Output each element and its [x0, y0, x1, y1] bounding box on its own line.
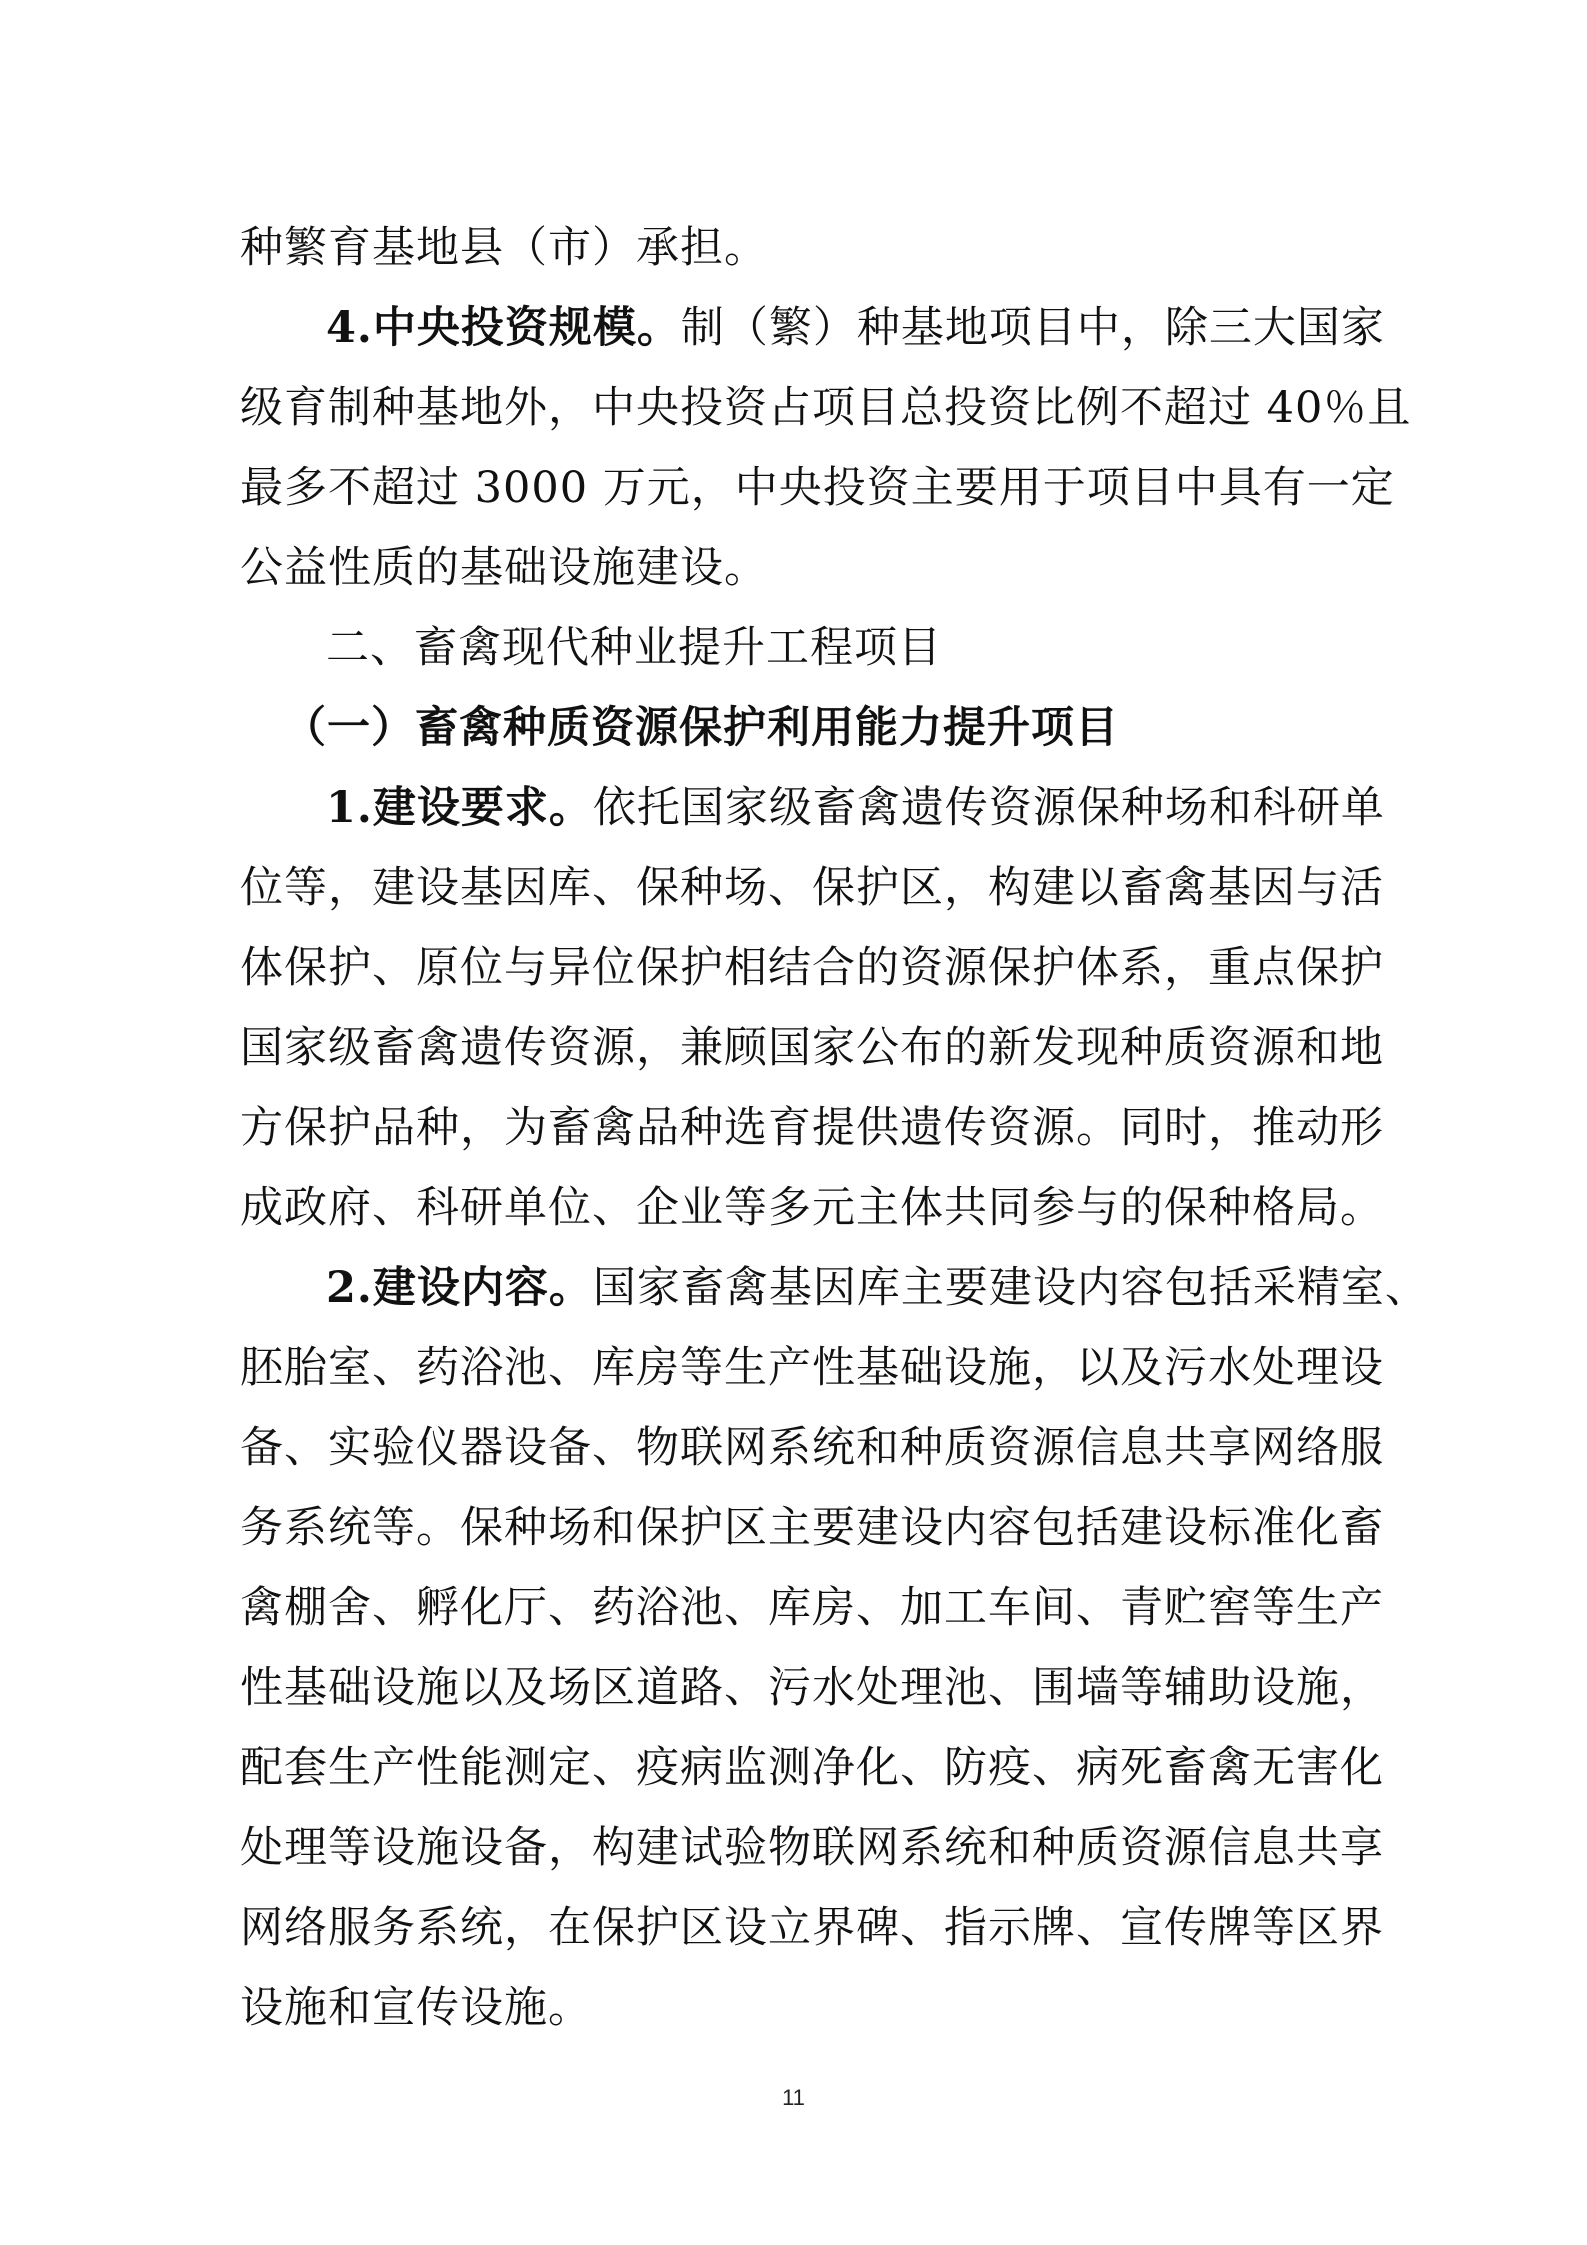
- paragraph-requirements-line-4: 国家级畜禽遗传资源，兼顾国家公布的新发现种质资源和地: [240, 1023, 1384, 1073]
- paragraph-lead-heading: 1.建设要求。: [326, 783, 593, 833]
- paragraph-content-line-7: 配套生产性能测定、疫病监测净化、防疫、病死畜禽无害化: [240, 1743, 1384, 1793]
- paragraph-lead-heading: 2.建设内容。: [326, 1263, 593, 1313]
- document-body: [240, 208, 1429, 2048]
- page-number: 11: [782, 2085, 805, 2110]
- paragraph-investment-scale-line-2: 级育制种基地外，中央投资占项目总投资比例不超过 40％且: [240, 383, 1412, 433]
- paragraph-content-line-6: 性基础设施以及场区道路、污水处理池、围墙等辅助设施，: [240, 1663, 1384, 1713]
- subsection-heading: （一）畜禽种质资源保护利用能力提升项目: [283, 703, 1119, 753]
- paragraph-content-line-2: 胚胎室、药浴池、库房等生产性基础设施，以及污水处理设: [240, 1343, 1384, 1393]
- section-heading: 二、畜禽现代种业提升工程项目: [326, 623, 942, 673]
- paragraph-lead-heading: 4.中央投资规模。: [326, 303, 681, 353]
- paragraph-requirements-line-1: [240, 768, 1385, 848]
- paragraph-content-line-9: 网络服务系统，在保护区设立界碑、指示牌、宣传牌等区界: [240, 1903, 1384, 1953]
- paragraph-requirements-line-6: 成政府、科研单位、企业等多元主体共同参与的保种格局。: [240, 1183, 1384, 1233]
- text-run: 依托国家级畜禽遗传资源保种场和科研单: [592, 783, 1385, 833]
- paragraph-content-line-1: [240, 1248, 1429, 1328]
- paragraph-investment-scale-line-3: 最多不超过 3000 万元，中央投资主要用于项目中具有一定: [240, 463, 1395, 513]
- paragraph-continuation: 种繁育基地县（市）承担。: [240, 223, 768, 273]
- paragraph-content-line-10: 设施和宣传设施。: [240, 1983, 592, 2033]
- paragraph-content-line-3: 备、实验仪器设备、物联网系统和种质资源信息共享网络服: [240, 1423, 1384, 1473]
- paragraph-requirements-line-5: 方保护品种，为畜禽品种选育提供遗传资源。同时，推动形: [240, 1103, 1384, 1153]
- paragraph-content-line-5: 禽棚舍、孵化厅、药浴池、库房、加工车间、青贮窖等生产: [240, 1583, 1384, 1633]
- text-run: 国家畜禽基因库主要建设内容包括采精室、: [592, 1263, 1429, 1313]
- paragraph-investment-scale-line-1: [240, 288, 1385, 368]
- paragraph-requirements-line-3: 体保护、原位与异位保护相结合的资源保护体系，重点保护: [240, 943, 1384, 993]
- paragraph-content-line-4: 务系统等。保种场和保护区主要建设内容包括建设标准化畜: [240, 1503, 1384, 1553]
- paragraph-requirements-line-2: 位等，建设基因库、保种场、保护区，构建以畜禽基因与活: [240, 863, 1384, 913]
- paragraph-investment-scale-line-4: 公益性质的基础设施建设。: [240, 543, 768, 593]
- paragraph-content-line-8: 处理等设施设备，构建试验物联网系统和种质资源信息共享: [240, 1823, 1384, 1873]
- text-run: 制（繁）种基地项目中，除三大国家: [680, 303, 1385, 353]
